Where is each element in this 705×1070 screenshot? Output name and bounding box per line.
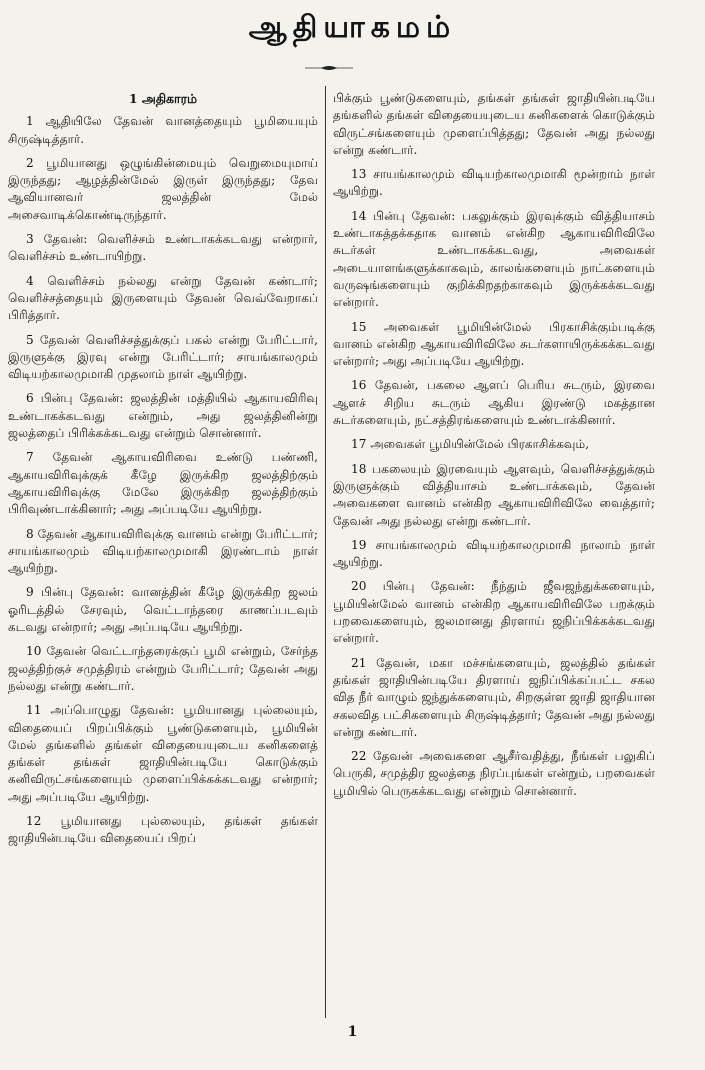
verse: 3 தேவன்: வெளிச்சம் உண்டாகக்கடவது என்றார், வெளிச்சம் உண்டாயிற்று.	[8, 232, 318, 264]
verse: 17 அவைகள் பூமியின்மேல் பிரகாசிக்கவும்,	[351, 437, 590, 452]
verse: 2 பூமியானது ஒழுங்கின்மையும் வெறுமையுமாய் இருந்தது; ஆழத்தின்மேல் இருள் இருந்தது; தேவ ஆவியானவர் ஜலத்தின் மேல் அசைவாடிக்கொண்டிருந்தார்.	[8, 155, 318, 222]
verse: 22 தேவன் அவைகளை ஆசீர்வதித்து, நீங்கள் பலுகிப் பெருகி, சமுத்திர ஜலத்தை நிரப்புங்கள் என்றும், பறவைகள் பூமியில் பெருகக்கடவது என்றும் சொன்னார்.	[333, 749, 655, 798]
right-column	[333, 90, 655, 1018]
verse: 5 தேவன் வெளிச்சத்துக்குப் பகல் என்று பேரிட்டார், இருளுக்கு இரவு என்று பேரிட்டார்; சாயங்காலமும் விடியற்காலமுமாகி முதலாம் நாள் ஆயிற்று.	[8, 332, 318, 382]
column-divider	[325, 86, 326, 1018]
verse: 10 தேவன் வெட்டாந்தரைக்குப் பூமி என்றும், சேர்ந்த ஜலத்திற்குச் சமுத்திரம் என்றும் பேரிட்டார்; தேவன் அது நல்லது என்று கண்டார்.	[8, 644, 318, 693]
verse: 8 தேவன் ஆகாயவிரிவுக்கு வானம் என்று பேரிட்டார்; சாயங்காலமும் விடியற்காலமுமாகி இரண்டாம் நாள் ஆயிற்று.	[8, 526, 318, 576]
verse: 6 பின்பு தேவன்: ஜலத்தின் மத்தியில் ஆகாயவிரிவு உண்டாகக்கடவது என்றும், அது ஜலத்தினின்று ஜலத்தைப் பிரிக்கக்கடவது என்றும் சொன்னார்.	[8, 391, 318, 441]
page-number: 1	[347, 1024, 358, 1040]
verse: 18 பகலையும் இரவையும் ஆளவும், வெளிச்சத்துக்கும் இருளுக்கும் வித்தியாசம் உண்டாக்கவும், தேவன் அவைகளை வானம் என்கிற ஆகாயவிரிவிலே வைத்தார்; தேவன் அது நல்லது என்று கண்டார்.	[333, 461, 655, 528]
verse: 9 பின்பு தேவன்: வானத்தின் கீழே இருக்கிற ஜலம் ஓரிடத்தில் சேரவும், வெட்டாந்தரை காணப்படவும் கடவது என்றார்; அது அப்படியே ஆயிற்று.	[8, 585, 318, 635]
verse: 7 தேவன் ஆகாயவிரிவை உண்டு பண்ணி, ஆகாயவிரிவுக்குக் கீழே இருக்கிற ஜலத்திற்கும் ஆகாயவிரிவுக்கு மேலே இருக்கிற ஜலத்திற்கும் பிரிவுண்டாக்கினார்; அது அப்படியே ஆயிற்று.	[8, 450, 318, 517]
verse: 21 தேவன், மகா மச்சங்களையும், ஜலத்தில் தங்கள் தங்கள் ஜாதியின்படியே திரளாய் ஜநிப்பிக்கப்பட்ட சகல வித நீர் வாழும் ஜந்துக்களையும், சிறகுள்ள ஜாதி ஜாதியான சகலவித பட்சிகளையும் சிருஷ்டித்தார்; தேவன் அது நல்லது என்று கண்டார்.	[333, 655, 655, 739]
verse: 1 ஆதியிலே தேவன் வானத்தையும் பூமியையும் சிருஷ்டித்தார்.	[8, 114, 318, 146]
verse: 19 சாயங்காலமும் விடியற்காலமுமாகி நாலாம் நாள் ஆயிற்று.	[333, 537, 655, 570]
book-title: ஆதியாகமம்	[248, 10, 457, 45]
chapter-heading: 1 அதிகாரம்	[128, 91, 198, 106]
verse-continuation: பிக்கும் பூண்டுகளையும், தங்கள் தங்கள் ஜாதியின்படியே தங்களில் தங்கள் விதையையுடைய கனிகளைக் கொடுக்கும் விருட்சங்களையும் முளைப்பித்தது; தேவன் அது நல்லது என்று கண்டார்.	[333, 91, 655, 157]
verse: 12 பூமியானது புல்லையும், தங்கள் தங்கள் ஜாதியின்படியே விதையைப் பிறப்	[8, 813, 318, 846]
verse: 4 வெளிச்சம் நல்லது என்று தேவன் கண்டார்; வெளிச்சத்தையும் இருளையும் தேவன் வெவ்வேறாகப் பிரித்தார்.	[8, 273, 318, 323]
left-column	[8, 90, 318, 1018]
verse: 14 பின்பு தேவன்: பகலுக்கும் இரவுக்கும் வித்தியாசம் உண்டாகத்தக்கதாக வானம் என்கிற ஆகாயவிரிவிலே சுடர்கள் உண்டாகக்கடவது, அவைகள் அடையாளங்களுக்காகவும், காலங்களையும் நாட்களையும் வருஷங்களையும் குறிக்கிறதற்காகவும் இருக்கக்கடவது என்றார்.	[333, 208, 655, 310]
verse: 15 அவைகள் பூமியின்மேல் பிரகாசிக்கும்படிக்கு வானம் என்கிற ஆகாயவிரிவிலே சுடர்களாயிருக்கக்கடவது என்றார்; அது அப்படியே ஆயிற்று.	[333, 319, 655, 369]
verse: 16 தேவன், பகலை ஆளப் பெரிய சுடரும், இரவை ஆளச் சிறிய சுடரும் ஆகிய இரண்டு மகத்தான சுடர்களையும், நட்சத்திரங்களையும் உண்டாக்கினார்.	[333, 378, 655, 428]
verse: 20 பின்பு தேவன்: நீந்தும் ஜீவஜந்துக்களையும், பூமியின்மேல் வானம் என்கிற ஆகாயவிரிவிலே பறக்கும் பறவைகளையும், ஜலமானது திரளாய் ஜநிப்பிக்கக்கடவது என்றார்.	[333, 579, 655, 646]
ornament-divider-icon	[305, 64, 353, 72]
verse: 13 சாயங்காலமும் விடியற்காலமுமாகி மூன்றாம் நாள் ஆயிற்று.	[333, 167, 655, 199]
verse: 11 அப்பொழுது தேவன்: பூமியானது புல்லையும், விதையைப் பிறப்பிக்கும் பூண்டுகளையும், பூமியின் மேல் தங்களில் தங்கள் விதையையுடைய கனிகளைத் தங்கள் தங்கள் ஜாதியின்படியே கொடுக்கும் கனிவிருட்சங்களையும் முளைப்பிக்கக்கடவது என்றார்; அது அப்படியே ஆயிற்று.	[8, 703, 318, 804]
